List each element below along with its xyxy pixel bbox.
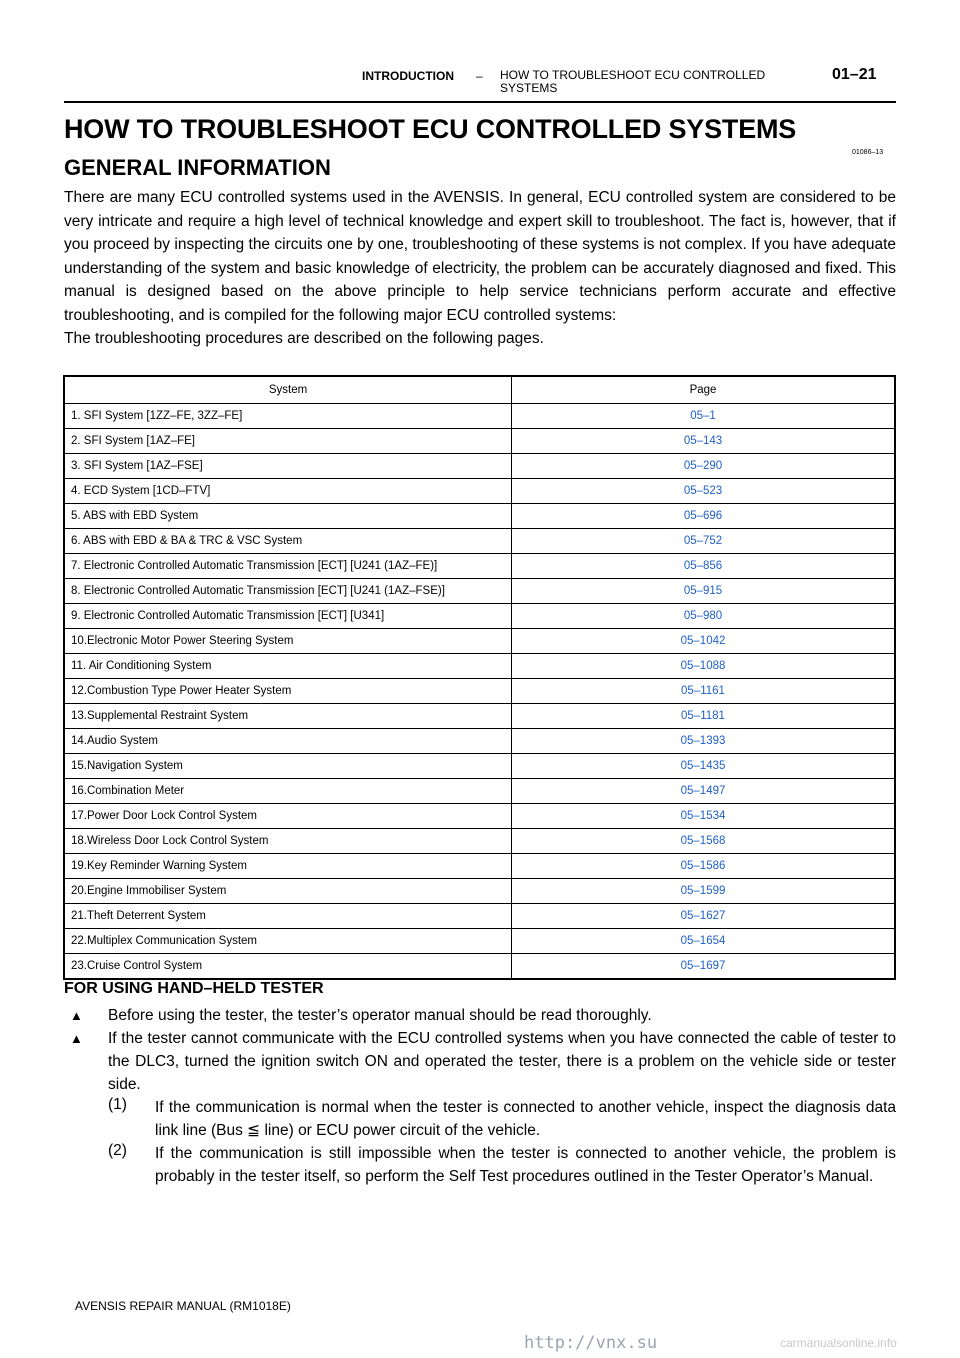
system-name-cell: 21.Theft Deterrent System bbox=[64, 904, 512, 929]
system-name-cell: 8. Electronic Controlled Automatic Transmission [ECT] [U241 (1AZ–FSE)] bbox=[64, 579, 512, 604]
system-name-cell: 16.Combination Meter bbox=[64, 779, 512, 804]
systems-table bbox=[63, 375, 896, 980]
watermark-site: carmanualsonline.info bbox=[780, 1336, 897, 1350]
table-row bbox=[64, 554, 895, 579]
table-header-row bbox=[64, 376, 895, 404]
page-link-cell[interactable]: 05–1586 bbox=[512, 854, 896, 879]
system-name-cell: 1. SFI System [1ZZ–FE, 3ZZ–FE] bbox=[64, 404, 512, 429]
page-link-cell[interactable]: 05–1599 bbox=[512, 879, 896, 904]
table-row bbox=[64, 954, 895, 980]
watermark-link[interactable]: http://vnx.su bbox=[524, 1333, 658, 1353]
intro-text bbox=[64, 186, 896, 351]
tester-bullet-2: If the tester cannot communicate with the ECU controlled systems when you have connected the cable of tester to the DLC3, turned the ignition switch ON and operated the tester, there is a problem on the vehicle side or tester side. bbox=[108, 1030, 896, 1093]
system-name-cell: 23.Cruise Control System bbox=[64, 954, 512, 980]
triangle-bullet-icon: ▲ bbox=[70, 1008, 83, 1023]
page-link-cell[interactable]: 05–1393 bbox=[512, 729, 896, 754]
table-row bbox=[64, 729, 895, 754]
page-link-cell[interactable]: 05–1534 bbox=[512, 804, 896, 829]
table-row bbox=[64, 529, 895, 554]
page-link-cell[interactable]: 05–1568 bbox=[512, 829, 896, 854]
table-row bbox=[64, 854, 895, 879]
system-name-cell: 3. SFI System [1AZ–FSE] bbox=[64, 454, 512, 479]
table-row bbox=[64, 829, 895, 854]
table-row bbox=[64, 404, 895, 429]
system-name-cell: 7. Electronic Controlled Automatic Transmission [ECT] [U241 (1AZ–FE)] bbox=[64, 554, 512, 579]
page-link-cell[interactable]: 05–1697 bbox=[512, 954, 896, 980]
page-link-cell[interactable]: 05–980 bbox=[512, 604, 896, 629]
table-row bbox=[64, 429, 895, 454]
step-number-2: (2) bbox=[108, 1142, 127, 1159]
step-number-1: (1) bbox=[108, 1096, 127, 1113]
triangle-bullet-icon: ▲ bbox=[70, 1031, 83, 1046]
system-name-cell: 2. SFI System [1AZ–FE] bbox=[64, 429, 512, 454]
page-link-cell[interactable]: 05–290 bbox=[512, 454, 896, 479]
page-link-cell[interactable]: 05–752 bbox=[512, 529, 896, 554]
table-row bbox=[64, 904, 895, 929]
system-name-cell: 13.Supplemental Restraint System bbox=[64, 704, 512, 729]
header-topic: HOW TO TROUBLESHOOT ECU CONTROLLED SYSTEMS bbox=[500, 68, 766, 95]
intro-paragraph: There are many ECU controlled systems used in the AVENSIS. In general, ECU controlled system are considered to be very intricate and require a high level of technical knowledge and expert skill to troubleshoot. The fact is, however, that if you proceed by inspecting the circuits one by one, troubleshooting of these systems is not complex. If you have adequate understanding of the system and basic knowledge of electricity, the problem can be accurately diagnosed and fixed. This manual is designed based on the above principle to help service technicians perform accurate and effective troubleshooting, and is compiled for the following major ECU controlled systems: bbox=[64, 189, 896, 324]
table-row bbox=[64, 929, 895, 954]
table-row bbox=[64, 604, 895, 629]
page-number: 01–21 bbox=[832, 66, 877, 83]
system-name-cell: 18.Wireless Door Lock Control System bbox=[64, 829, 512, 854]
table-row bbox=[64, 779, 895, 804]
system-name-cell: 22.Multiplex Communication System bbox=[64, 929, 512, 954]
table-row bbox=[64, 454, 895, 479]
table-row bbox=[64, 804, 895, 829]
tester-heading: FOR USING HAND–HELD TESTER bbox=[64, 980, 324, 997]
table-row bbox=[64, 579, 895, 604]
page-link-cell[interactable]: 05–915 bbox=[512, 579, 896, 604]
page-link-cell[interactable]: 05–1042 bbox=[512, 629, 896, 654]
system-name-cell: 19.Key Reminder Warning System bbox=[64, 854, 512, 879]
table-row bbox=[64, 629, 895, 654]
footer-manual-id: AVENSIS REPAIR MANUAL (RM1018E) bbox=[75, 1299, 291, 1313]
page-link-cell[interactable]: 05–1497 bbox=[512, 779, 896, 804]
table-row bbox=[64, 504, 895, 529]
system-name-cell: 17.Power Door Lock Control System bbox=[64, 804, 512, 829]
system-name-cell: 12.Combustion Type Power Heater System bbox=[64, 679, 512, 704]
page-link-cell[interactable]: 05–1435 bbox=[512, 754, 896, 779]
system-name-cell: 10.Electronic Motor Power Steering System bbox=[64, 629, 512, 654]
table-row bbox=[64, 879, 895, 904]
system-name-cell: 9. Electronic Controlled Automatic Transmission [ECT] [U341] bbox=[64, 604, 512, 629]
column-header-page: Page bbox=[512, 376, 896, 404]
header-section: INTRODUCTION bbox=[362, 69, 454, 83]
page-link-cell[interactable]: 05–143 bbox=[512, 429, 896, 454]
page-link-cell[interactable]: 05–1088 bbox=[512, 654, 896, 679]
page-link-cell[interactable]: 05–523 bbox=[512, 479, 896, 504]
table-row bbox=[64, 679, 895, 704]
system-name-cell: 20.Engine Immobiliser System bbox=[64, 879, 512, 904]
tester-bullet-1: Before using the tester, the tester’s operator manual should be read thoroughly. bbox=[108, 1007, 652, 1024]
tester-step-1: If the communication is normal when the tester is connected to another vehicle, inspect the diagnosis data link line (Bus ≦ line) or ECU power circuit of the vehicle. bbox=[155, 1099, 896, 1139]
system-name-cell: 15.Navigation System bbox=[64, 754, 512, 779]
table-row bbox=[64, 654, 895, 679]
tester-step-2: If the communication is still impossible when the tester is connected to another vehicle, the problem is probably in the tester itself, so perform the Self Test procedures outlined in the Tester Operator’s Manual. bbox=[155, 1145, 896, 1185]
page-link-cell[interactable]: 05–1 bbox=[512, 404, 896, 429]
intro-paragraph-2: The troubleshooting procedures are described on the following pages. bbox=[64, 330, 544, 347]
table-row bbox=[64, 704, 895, 729]
page-link-cell[interactable]: 05–696 bbox=[512, 504, 896, 529]
page-link-cell[interactable]: 05–1627 bbox=[512, 904, 896, 929]
table-row bbox=[64, 754, 895, 779]
page-link-cell[interactable]: 05–856 bbox=[512, 554, 896, 579]
header-dash: – bbox=[476, 69, 483, 83]
general-information-heading: GENERAL INFORMATION bbox=[64, 155, 331, 180]
page-link-cell[interactable]: 05–1161 bbox=[512, 679, 896, 704]
system-name-cell: 5. ABS with EBD System bbox=[64, 504, 512, 529]
column-header-system: System bbox=[64, 376, 512, 404]
page-link-cell[interactable]: 05–1654 bbox=[512, 929, 896, 954]
table-row bbox=[64, 479, 895, 504]
page-title: HOW TO TROUBLESHOOT ECU CONTROLLED SYSTEMS bbox=[64, 114, 797, 144]
system-name-cell: 14.Audio System bbox=[64, 729, 512, 754]
reference-code: 01086–13 bbox=[852, 149, 884, 156]
systems-table-body bbox=[64, 404, 895, 980]
system-name-cell: 4. ECD System [1CD–FTV] bbox=[64, 479, 512, 504]
system-name-cell: 11. Air Conditioning System bbox=[64, 654, 512, 679]
header-rule bbox=[64, 101, 896, 103]
page-link-cell[interactable]: 05–1181 bbox=[512, 704, 896, 729]
system-name-cell: 6. ABS with EBD & BA & TRC & VSC System bbox=[64, 529, 512, 554]
